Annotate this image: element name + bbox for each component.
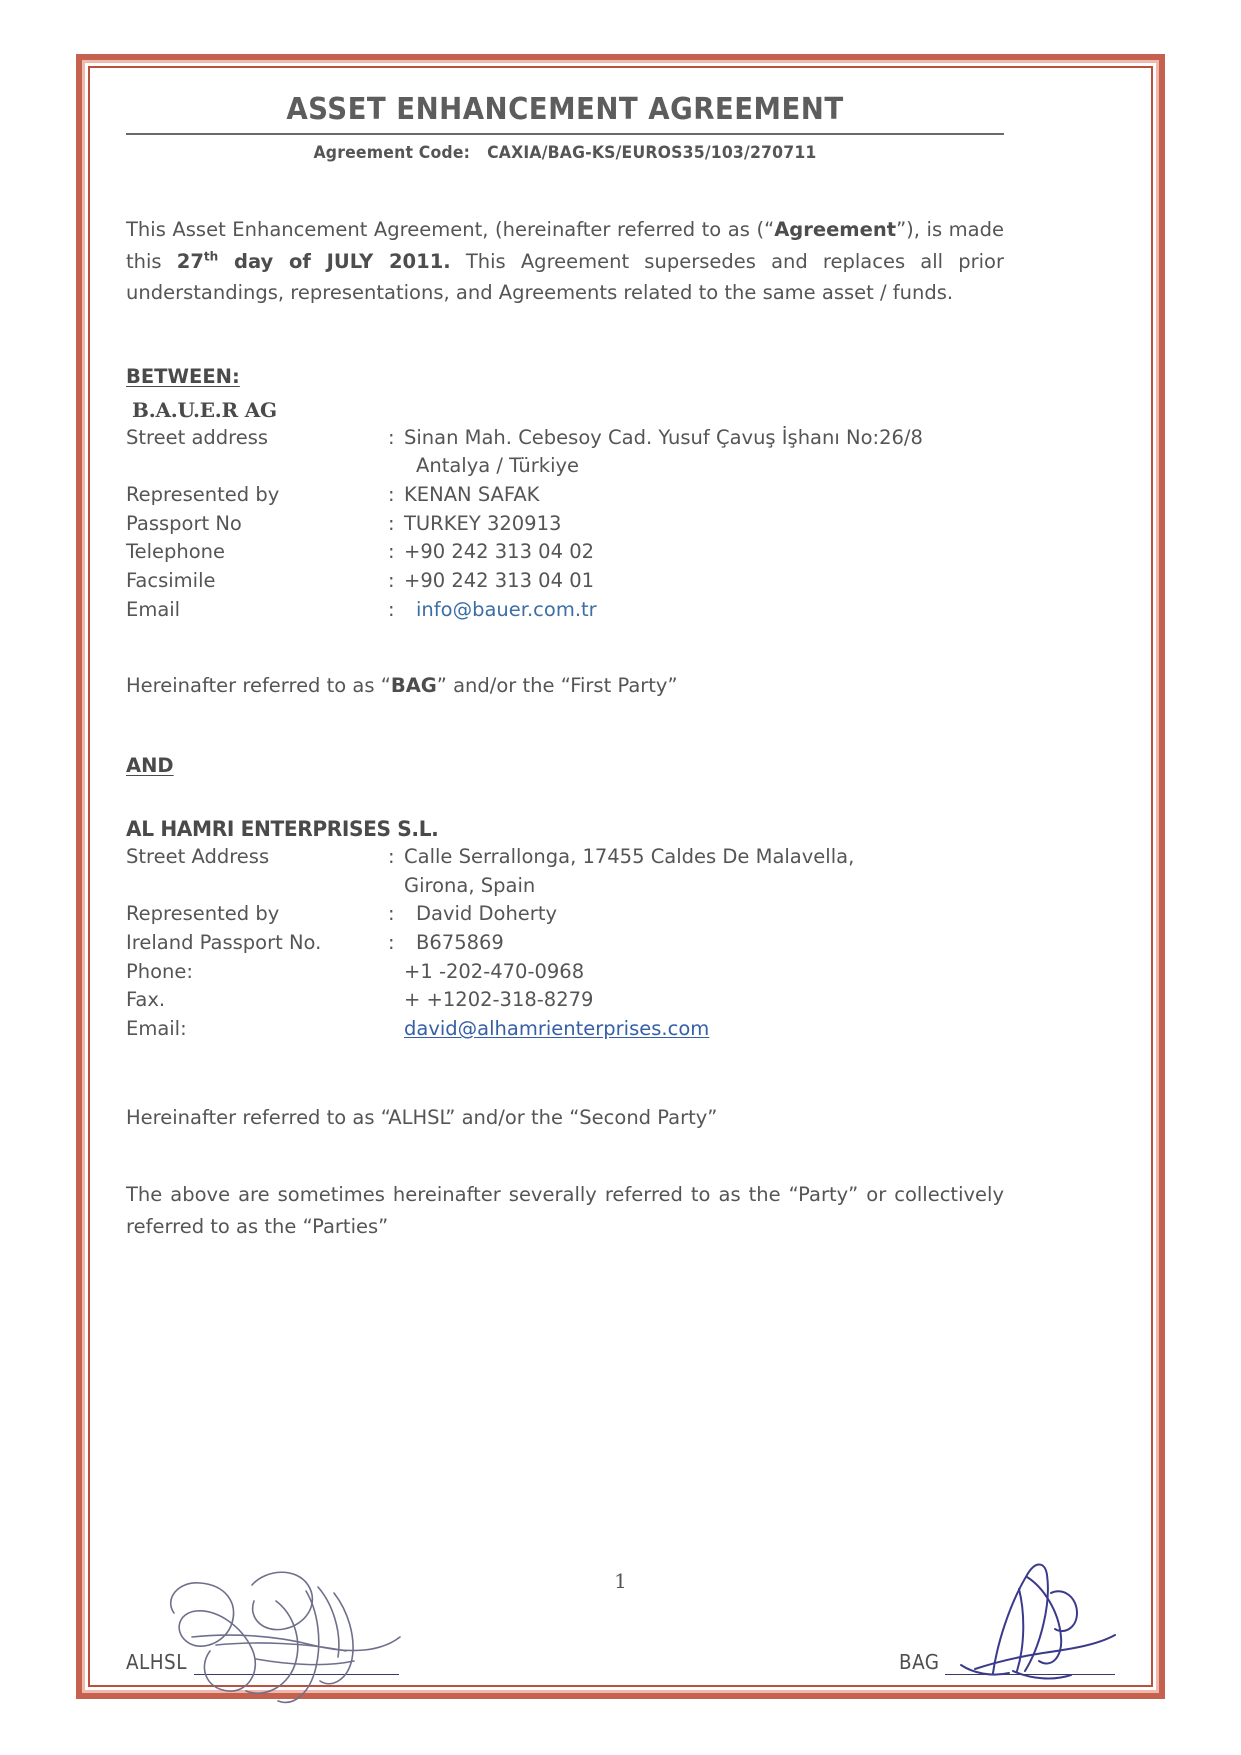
detail-separator: : [388, 597, 395, 621]
detail-value: KENAN SAFAK [404, 483, 540, 507]
intro-paragraph [126, 214, 1004, 309]
detail-label: Phone: [126, 959, 193, 983]
document-content [126, 92, 1004, 1242]
first-party-row-facsimile [126, 567, 1004, 596]
detail-label: Street address [126, 425, 269, 449]
first-party-name: B.A.U.E.R AG [132, 397, 277, 422]
intro-text-1: This Asset Enhancement Agreement, (hereinafter referred to as (“ [126, 218, 775, 241]
signature-line-alhsl[interactable] [194, 1673, 399, 1675]
intro-day-ordinal: th [203, 249, 219, 264]
second-party-row-street [126, 843, 1004, 872]
hereinafter-text-post: ” and/or the “First Party” [436, 674, 678, 698]
detail-label: Street Address [126, 844, 270, 868]
first-party-email-value[interactable]: info@bauer.com.tr [416, 597, 597, 621]
detail-separator: : [388, 569, 395, 593]
and-heading: AND [126, 753, 174, 777]
first-party-row-street-2 [126, 452, 1004, 481]
second-party-row-street-2 [126, 872, 1004, 901]
first-party-row-represented [126, 481, 1004, 510]
detail-value: David Doherty [416, 902, 558, 926]
detail-label: Represented by [126, 902, 280, 926]
closing-paragraph: The above are sometimes hereinafter severally referred to as the “Party” or collectively referred to as the “Parties” [126, 1183, 1004, 1238]
detail-separator [388, 872, 404, 901]
second-party-row-email [126, 1015, 1004, 1044]
second-party-email-link[interactable]: david@alhamrienterprises.com [404, 1016, 710, 1040]
detail-value: +90 242 313 04 02 [404, 540, 595, 564]
detail-value: Girona, Spain [404, 873, 536, 897]
first-party-row-telephone [126, 538, 1004, 567]
detail-label [126, 872, 388, 901]
first-party-row-passport [126, 510, 1004, 539]
detail-value: Antalya / Türkiye [416, 454, 580, 478]
hereinafter-text-pre: Hereinafter referred to as “ [126, 674, 391, 698]
detail-value: +90 242 313 04 01 [404, 569, 595, 593]
second-party-row-represented [126, 900, 1004, 929]
first-party-row-email [126, 596, 1004, 625]
document-title: ASSET ENHANCEMENT AGREEMENT [286, 92, 844, 127]
detail-label: Facsimile [126, 569, 216, 593]
detail-value: B675869 [416, 930, 504, 954]
second-party-name: AL HAMRI ENTERPRISES S.L. [126, 816, 439, 841]
second-party-row-passport [126, 929, 1004, 958]
second-party-row-fax [126, 986, 1004, 1015]
first-party-row-street [126, 424, 1004, 453]
intro-text-2: ”), is made this [126, 218, 1005, 273]
detail-label: Telephone [126, 540, 226, 564]
between-heading: BETWEEN: [126, 364, 240, 388]
detail-value: Calle Serrallonga, 17455 Caldes De Malavella, [404, 844, 855, 868]
detail-separator: : [388, 483, 395, 507]
detail-value: + +1202-318-8279 [404, 988, 594, 1012]
detail-separator: : [388, 511, 395, 535]
detail-separator [388, 958, 404, 987]
detail-value: TURKEY 320913 [404, 511, 562, 535]
detail-label: Represented by [126, 483, 280, 507]
detail-separator: : [388, 844, 395, 868]
first-party-hereinafter [126, 670, 1004, 702]
detail-separator: : [388, 902, 395, 926]
intro-day-number: 27 [176, 249, 204, 273]
detail-separator [388, 1015, 404, 1044]
detail-label: Email [126, 597, 181, 621]
agreement-code-label: Agreement Code: [313, 143, 471, 162]
detail-label: Fax. [126, 988, 166, 1012]
detail-label [126, 452, 388, 481]
hereinafter-abbrev-bag: BAG [390, 674, 437, 698]
second-party-hereinafter: Hereinafter referred to as “ALHSL” and/or the “Second Party” [126, 1105, 718, 1129]
detail-label: Email: [126, 1016, 187, 1040]
detail-separator [388, 986, 404, 1015]
first-party-block [126, 398, 1004, 625]
agreement-code-line [148, 143, 982, 162]
detail-value: Sinan Mah. Cebesoy Cad. Yusuf Çavuş İşhanı No:26/8 [404, 425, 923, 449]
signature-slot-alhsl [126, 1650, 399, 1675]
signature-line-bag[interactable] [945, 1673, 1115, 1675]
signature-label-alhsl: ALHSL [126, 1650, 187, 1674]
detail-separator: : [388, 930, 395, 954]
detail-label: Ireland Passport No. [126, 930, 322, 954]
detail-value: +1 -202-470-0968 [404, 959, 585, 983]
agreement-code-value: CAXIA/BAG-KS/EUROS35/103/270711 [487, 143, 817, 162]
title-divider [126, 133, 1004, 135]
detail-separator: : [388, 540, 395, 564]
detail-separator: : [388, 425, 395, 449]
second-party-row-phone [126, 958, 1004, 987]
detail-label: Passport No [126, 511, 242, 535]
page-footer [126, 1561, 1115, 1681]
second-party-block [126, 817, 1004, 1044]
signature-label-bag: BAG [898, 1650, 940, 1674]
signature-slot-bag [899, 1650, 1115, 1675]
intro-bold-agreement: Agreement [774, 218, 897, 241]
detail-separator [388, 452, 404, 481]
intro-day-rest: day of JULY 2011. [218, 249, 451, 273]
intro-text-3: This Agreement supersedes and replaces all prior understandings, representations, and Agreements related to the same asset / funds. [126, 249, 1005, 305]
page-number: 1 [614, 1569, 627, 1593]
